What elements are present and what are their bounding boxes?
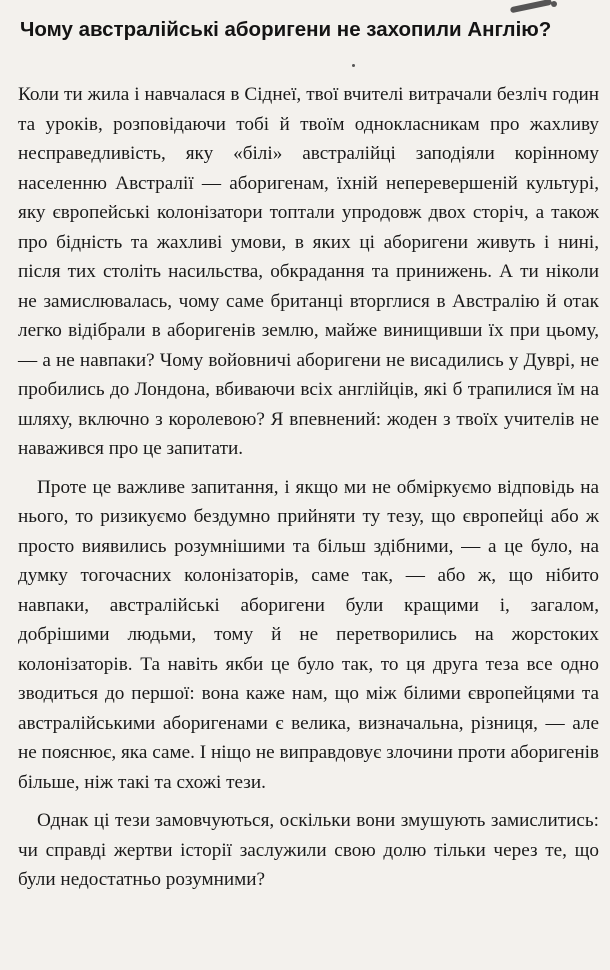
section-title: Чому австралійські аборигени не захопили Англію?: [20, 18, 552, 41]
ink-speck: [352, 64, 355, 67]
paragraph-3: Однак ці тези замовчуються, оскільки вони змушують замислитись: чи справді жертви історії заслужили свою долю тільки через те, що були недостатньо розумними?: [18, 810, 599, 890]
paragraph-1: Коли ти жила і навчалася в Сіднеї, твої вчителі витрачали безліч годин та уроків, розповідаючи тобі й твоїм однокласникам про жахливу несправедливість, яку «білі» австралійці заподіяли корінному населенню Австралії — аборигенам, їхній неперевершеній культурі, яку європейські колонізатори топтали упродовж двох сторіч, а також про бідність та жахливі умови, в яких ці аборигени живуть і нині, після тих століть насильства, обкрадання та принижень. А ти ніколи не замислювалась, чому саме британці вторглися в Австралію й отак легко відібрали в аборигенів землю, майже винищивши їх при цьому, — а не навпаки? Чому войовничі аборигени не висадились у Дуврі, не пробились до Лондона, вбиваючи всіх англійців, які б трапилися їм на шляху, включно з королевою? Я впевнений: жоден з твоїх учителів не наважився про це запитати.: [18, 84, 599, 459]
body-text: [18, 80, 599, 904]
pen-mark-dot: [551, 1, 557, 7]
pen-mark: [510, 0, 552, 13]
paragraph-2: Проте це важливе запитання, і якщо ми не обміркуємо відповідь на нього, то ризикуємо бездумно прийняти ту тезу, що європейці або ж просто виявились розумнішими та більш здібними, — а це було, на думку тогочасних колонізаторів, саме так, — або ж, що нібито навпаки, австралійські аборигени були кращими і, загалом, добрішими людьми, тому й не перетворились на жорстоких колонізаторів. Та навіть якби це було так, то ця друга теза все одно зводиться до першої: вона каже нам, що між білими європейцями та австралійськими аборигенами є велика, визначальна, різниця, — але не пояснює, яка саме. І ніщо не виправдовує злочини проти аборигенів більше, ніж такі та схожі тези.: [18, 476, 599, 793]
